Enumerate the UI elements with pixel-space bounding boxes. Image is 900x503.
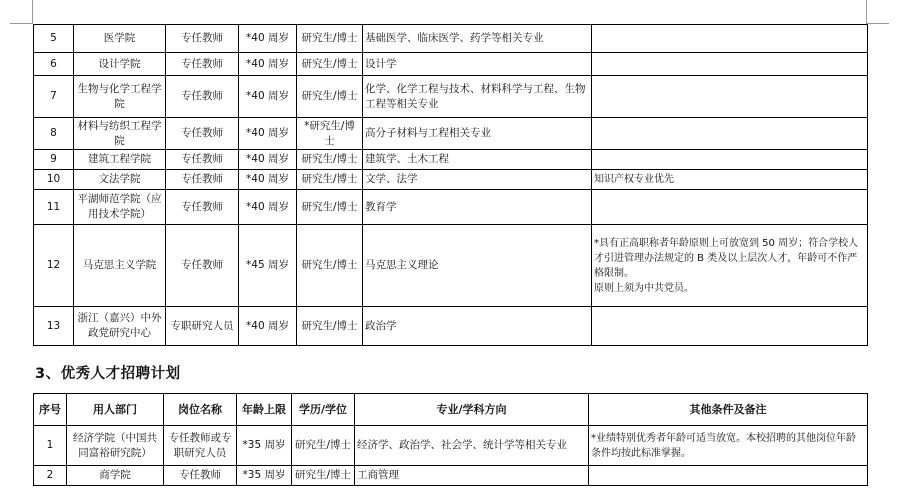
cell-no: 13 — [34, 307, 74, 346]
table-row — [34, 307, 868, 346]
cell-post: 专任教师 — [166, 118, 239, 150]
cell-major: 工商管理 — [355, 466, 589, 486]
cell-note — [592, 190, 868, 225]
cell-dept: 平湖师范学院（应用技术学院） — [74, 190, 166, 225]
page-corner-mark — [867, 23, 889, 24]
cell-age: *35 周岁 — [237, 466, 292, 486]
cell-note — [592, 25, 868, 53]
table-row — [34, 170, 868, 190]
cell-post: 专任教师 — [166, 190, 239, 225]
header-edu: 学历/学位 — [292, 394, 355, 426]
cell-no: 1 — [34, 426, 67, 466]
page-corner-mark — [32, 0, 33, 24]
cell-note — [589, 466, 868, 486]
page-corner-mark — [10, 23, 32, 24]
cell-age: *40 周岁 — [239, 118, 297, 150]
cell-edu: 研究生/博士 — [297, 25, 363, 53]
cell-dept: 商学院 — [67, 466, 164, 486]
table-row — [34, 76, 868, 118]
cell-no: 8 — [34, 118, 74, 150]
cell-major: 文学、法学 — [363, 170, 592, 190]
cell-dept: 生物与化学工程学院 — [74, 76, 166, 118]
cell-major: 设计学 — [363, 53, 592, 76]
cell-note — [592, 118, 868, 150]
cell-edu: 研究生/博士 — [297, 190, 363, 225]
cell-note — [592, 150, 868, 170]
cell-no: 10 — [34, 170, 74, 190]
section-title: 3、优秀人才招聘计划 — [35, 366, 181, 382]
table-row — [34, 25, 868, 53]
cell-no: 12 — [34, 225, 74, 307]
cell-dept: 经济学院（中国共同富裕研究院） — [67, 426, 164, 466]
cell-post: 专任教师 — [166, 150, 239, 170]
cell-age: *40 周岁 — [239, 190, 297, 225]
cell-major: 基础医学、临床医学、药学等相关专业 — [363, 25, 592, 53]
cell-edu: 研究生/博士 — [297, 53, 363, 76]
cell-edu: 研究生/博士 — [297, 225, 363, 307]
talent-recruitment-table — [33, 393, 868, 486]
cell-no: 7 — [34, 76, 74, 118]
cell-dept: 马克思主义学院 — [74, 225, 166, 307]
recruitment-table-continued — [33, 24, 868, 346]
cell-age: *40 周岁 — [239, 76, 297, 118]
header-no: 序号 — [34, 394, 67, 426]
cell-dept: 材料与纺织工程学院 — [74, 118, 166, 150]
cell-post: 专任教师 — [166, 225, 239, 307]
cell-post: 专任教师 — [164, 466, 237, 486]
table-row — [34, 466, 868, 486]
cell-age: *40 周岁 — [239, 53, 297, 76]
cell-dept: 设计学院 — [74, 53, 166, 76]
header-age: 年龄上限 — [237, 394, 292, 426]
table-header-row — [34, 394, 868, 426]
cell-major: 政治学 — [363, 307, 592, 346]
cell-post: 专任教师 — [166, 170, 239, 190]
cell-note: *业绩特别优秀者年龄可适当放宽。本校招聘的其他岗位年龄条件均按此标准掌握。 — [589, 426, 868, 466]
cell-note — [592, 76, 868, 118]
cell-no: 9 — [34, 150, 74, 170]
table-row — [34, 53, 868, 76]
cell-no: 2 — [34, 466, 67, 486]
table-row — [34, 426, 868, 466]
cell-note: *具有正高职称者年龄原则上可放宽到 50 周岁；符合学校人才引进管理办法规定的 B 类及以上层次人才，年龄可不作严格限制。 原则上须为中共党员。 — [592, 225, 868, 307]
cell-no: 11 — [34, 190, 74, 225]
table-row — [34, 190, 868, 225]
cell-post: 专任教师或专职研究人员 — [164, 426, 237, 466]
cell-major: 经济学、政治学、社会学、统计学等相关专业 — [355, 426, 589, 466]
cell-no: 6 — [34, 53, 74, 76]
cell-edu: 研究生/博士 — [292, 426, 355, 466]
cell-age: *45 周岁 — [239, 225, 297, 307]
header-note: 其他条件及备注 — [589, 394, 868, 426]
header-post: 岗位名称 — [164, 394, 237, 426]
cell-age: *40 周岁 — [239, 170, 297, 190]
page-corner-mark — [866, 0, 867, 24]
cell-edu: 研究生/博士 — [292, 466, 355, 486]
cell-age: *35 周岁 — [237, 426, 292, 466]
table-row — [34, 225, 868, 307]
cell-post: 专任教师 — [166, 25, 239, 53]
cell-note: 知识产权专业优先 — [592, 170, 868, 190]
cell-age: *40 周岁 — [239, 150, 297, 170]
cell-major: 高分子材料与工程相关专业 — [363, 118, 592, 150]
cell-edu: *研究生/博士 — [297, 118, 363, 150]
cell-dept: 浙江（嘉兴）中外政党研究中心 — [74, 307, 166, 346]
header-major: 专业/学科方向 — [355, 394, 589, 426]
table-row — [34, 150, 868, 170]
table-row — [34, 118, 868, 150]
cell-no: 5 — [34, 25, 74, 53]
cell-major: 马克思主义理论 — [363, 225, 592, 307]
cell-post: 专任教师 — [166, 53, 239, 76]
cell-major: 化学、化学工程与技术、材料科学与工程、生物工程等相关专业 — [363, 76, 592, 118]
cell-dept: 文法学院 — [74, 170, 166, 190]
cell-dept: 建筑工程学院 — [74, 150, 166, 170]
cell-edu: 研究生/博士 — [297, 76, 363, 118]
cell-dept: 医学院 — [74, 25, 166, 53]
cell-age: *40 周岁 — [239, 307, 297, 346]
cell-post: 专任教师 — [166, 76, 239, 118]
cell-edu: 研究生/博士 — [297, 307, 363, 346]
cell-note — [592, 307, 868, 346]
cell-major: 建筑学、土木工程 — [363, 150, 592, 170]
cell-edu: 研究生/博士 — [297, 150, 363, 170]
header-dept: 用人部门 — [67, 394, 164, 426]
cell-post: 专职研究人员 — [166, 307, 239, 346]
cell-note — [592, 53, 868, 76]
cell-major: 教育学 — [363, 190, 592, 225]
cell-age: *40 周岁 — [239, 25, 297, 53]
cell-edu: 研究生/博士 — [297, 170, 363, 190]
